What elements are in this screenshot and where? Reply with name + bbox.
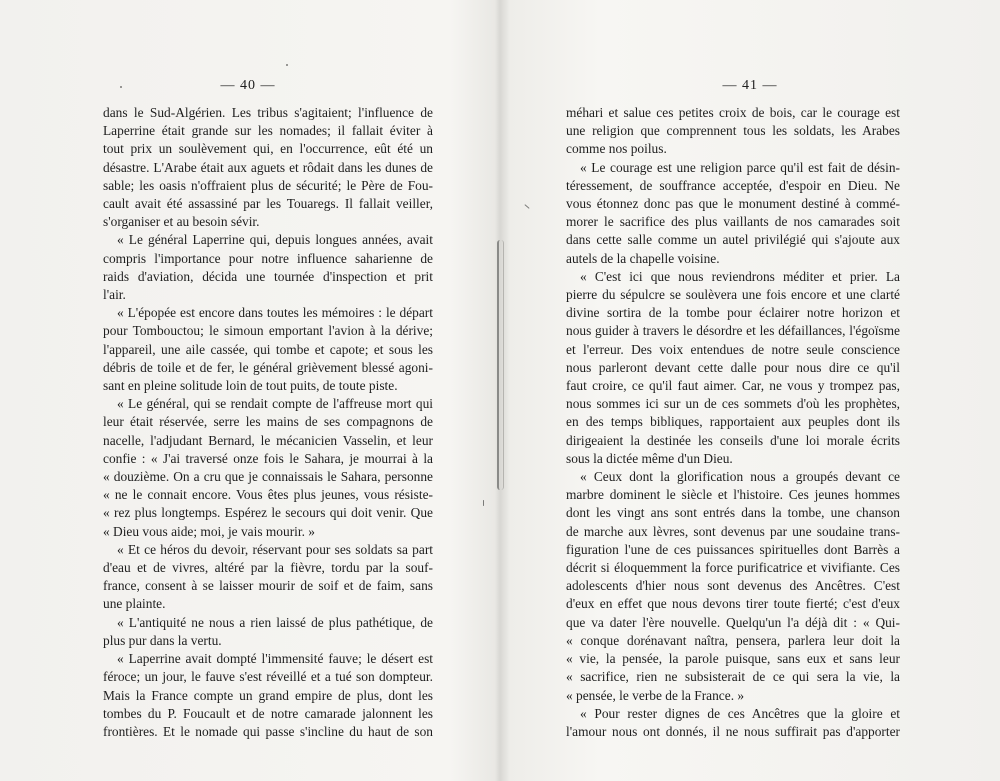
text-line: autels de la chapelle voisine. <box>566 250 720 266</box>
text-line: adolescents d'hier nous sont devenus des Ancêtres. C'est <box>566 578 900 594</box>
text-line: nacelle, l'adjudant Bernard, le mécanicien Vasselin, et leur <box>103 432 433 448</box>
right-page-text <box>566 104 900 741</box>
text-line: « ne le connait encore. Vous êtes plus jeunes, vous résiste- <box>103 487 433 503</box>
text-line: « Laperrine avait dompté l'immensité fauve; le désert est <box>117 651 433 667</box>
text-line: « Et ce héros du devoir, réservant pour ses soldats sa part <box>117 541 433 557</box>
text-line: leur était réservée, serre les mains de ses compagnons de <box>103 414 433 430</box>
text-line: d'eux en effet que nous devons tirer toute fierté; c'est d'eux <box>566 596 900 612</box>
text-line: que va dater l'ère nouvelle. Quelqu'un l'a déjà dit : « Qui- <box>566 614 900 630</box>
text-line: Laperrine était grande sur les nomades; il fallait éviter à <box>103 123 433 139</box>
text-line: « Le général Laperrine qui, depuis longues années, avait <box>117 232 433 248</box>
text-line: « L'épopée est encore dans toutes les mémoires : le départ <box>117 305 433 321</box>
text-line: plus pur dans la vertu. <box>103 632 222 648</box>
paper-speck <box>286 64 288 66</box>
text-line: nous parleront devant cette dalle pour nous dire ce qu'il <box>566 359 900 375</box>
text-line: « rez plus longtemps. Espérez le secours qui doit venir. Que <box>103 505 433 521</box>
text-line: faut croire, ce qu'il faut aimer. Car, ne vous y trompez pas, <box>566 378 900 394</box>
text-line: de marche aux lèvres, sont devenus par une soudaine trans- <box>566 523 900 539</box>
text-line: frontières. Et le nomade qui passe s'incline du haut de son <box>103 723 433 739</box>
text-line: sous la dictée même d'un Dieu. <box>566 450 733 466</box>
text-line: « Dieu vous aide; moi, je vais mourir. » <box>103 523 315 539</box>
text-line: dans le Sud-Algérien. Les tribus s'agitaient; l'influence de <box>103 105 433 120</box>
text-line: raids d'aviation, décida une tournée d'inspection et prit <box>103 268 433 284</box>
text-line: et l'erreur. Des voix entendues de notre seule conscience <box>566 341 900 357</box>
text-line: compris l'importance pour notre influence saharienne de <box>103 250 433 266</box>
text-line: l'amour nous ont donnés, il ne nous suffirait pas d'apporter <box>566 723 900 739</box>
text-line: confie : « J'ai traversé onze fois le Sahara, je mourrai à la <box>103 450 433 466</box>
text-line: sable; les oasis n'offraient plus de sécurité; le Père de Fou- <box>103 177 433 193</box>
text-line: décrit si éloquemment la force purificatrice et vivifiante. Ces <box>566 560 900 576</box>
right-page <box>500 0 1000 781</box>
text-line: dirigeaient la destinée les conseils d'une loi morale écrits <box>566 432 900 448</box>
text-line: méhari et salue ces petites croix de bois, car le courage est <box>566 105 900 120</box>
text-line: « pensée, le verbe de la France. » <box>566 687 745 703</box>
text-line: marbre dominent le siècle et l'histoire. Ces jeunes hommes <box>566 487 900 503</box>
text-line: d'eau et de vivres, altéré par la fièvre, tordu par la souf- <box>103 560 433 576</box>
text-line: vous étonnez donc pas que le monument destiné à commé- <box>566 196 900 212</box>
paper-speck <box>483 500 484 506</box>
text-line: débris de toile et de fer, le général grièvement blessé agoni- <box>103 359 433 375</box>
text-line: désastre. L'Arabe était aux aguets et rôdait dans les dunes de <box>103 159 433 175</box>
text-line: « Le courage est une religion parce qu'il est fait de désin- <box>580 159 900 175</box>
text-line: morer le sacrifice des plus vaillants de nos camarades soit <box>566 214 900 230</box>
left-page-number: — 40 — <box>220 78 276 93</box>
right-page-number: — 41 — <box>722 78 778 93</box>
left-page-text <box>103 104 433 741</box>
text-line: Mais la France compte un grand empire de plus, dont les <box>103 687 433 703</box>
text-line: comme nos poilus. <box>566 141 667 157</box>
text-line: « L'antiquité ne nous a rien laissé de plus pathétique, de <box>117 614 433 630</box>
text-line: tout prix un soulèvement qui, en l'occurrence, eût été un <box>103 141 433 157</box>
text-line: france, consent à se laisser mourir de soif et de faim, sans <box>103 578 433 594</box>
text-line: figuration l'une de ces puissances spirituelles dont Barrès a <box>566 541 900 557</box>
text-line: « C'est ici que nous reviendrons méditer et prier. La <box>580 268 900 284</box>
text-line: « Pour rester dignes de ces Ancêtres que la gloire et <box>580 705 900 721</box>
text-line: l'air. <box>103 287 126 303</box>
text-line: dont les vingt ans sont entrés dans la tombe, une chanson <box>566 505 900 521</box>
text-line: tombes du P. Foucault et de notre camarade jalonnent les <box>103 705 433 721</box>
text-line: en des temps bibliques, rapportaient aux peuples dont ils <box>566 414 900 430</box>
text-line: dans cette salle comme un autel privilégié qui s'ajoute aux <box>566 232 900 248</box>
text-line: pierre du sépulcre se soulèvera une fois encore et une clarté <box>566 287 900 303</box>
text-line: pour Tombouctou; le simoun emportant l'avion à la dérive; <box>103 323 433 339</box>
text-line: « douzième. On a cru que je connaissais le Sahara, personne <box>103 469 433 485</box>
text-line: nous sommes ici sur un de ces sommets d'où les prophètes, <box>566 396 900 412</box>
text-line: « sacrifice, rien ne subsisterait de ce qui sera la vie, la <box>566 669 900 685</box>
text-line: une plainte. <box>103 596 166 612</box>
text-line: s'organiser et au besoin sévir. <box>103 214 260 230</box>
text-line: divine sortira de la tombe pour éclairer notre horizon et <box>566 305 900 321</box>
text-line: cault avait été assassiné par les Touaregs. Il fallait veiller, <box>103 196 433 212</box>
text-line: « Le général, qui se rendait compte de l'affreuse mort qui <box>117 396 433 412</box>
text-line: « vie, la pensée, la parole puisque, sans eux et sans leur <box>566 651 900 667</box>
text-line: l'appareil, une aile cassée, qui tombe et capote; et sous les <box>103 341 433 357</box>
text-line: une religion que comprennent tous les soldats, les Arabes <box>566 123 900 139</box>
text-line: téressement, de souffrance acceptée, d'espoir en Dieu. Ne <box>566 177 900 193</box>
left-page <box>0 0 496 781</box>
text-line: « conque dorénavant naîtra, pensera, parlera leur doit la <box>566 632 900 648</box>
text-line: nous guider à travers le désordre et les défaillances, l'égoïsme <box>566 323 900 339</box>
text-line: féroce; un jour, le fauve s'est réveillé et a tué son dompteur. <box>103 669 433 685</box>
text-line: « Ceux dont la glorification nous a groupés devant ce <box>580 469 900 485</box>
text-line: sant en pleine solitude loin de tout puits, de toute piste. <box>103 378 398 394</box>
paper-speck <box>120 86 122 88</box>
